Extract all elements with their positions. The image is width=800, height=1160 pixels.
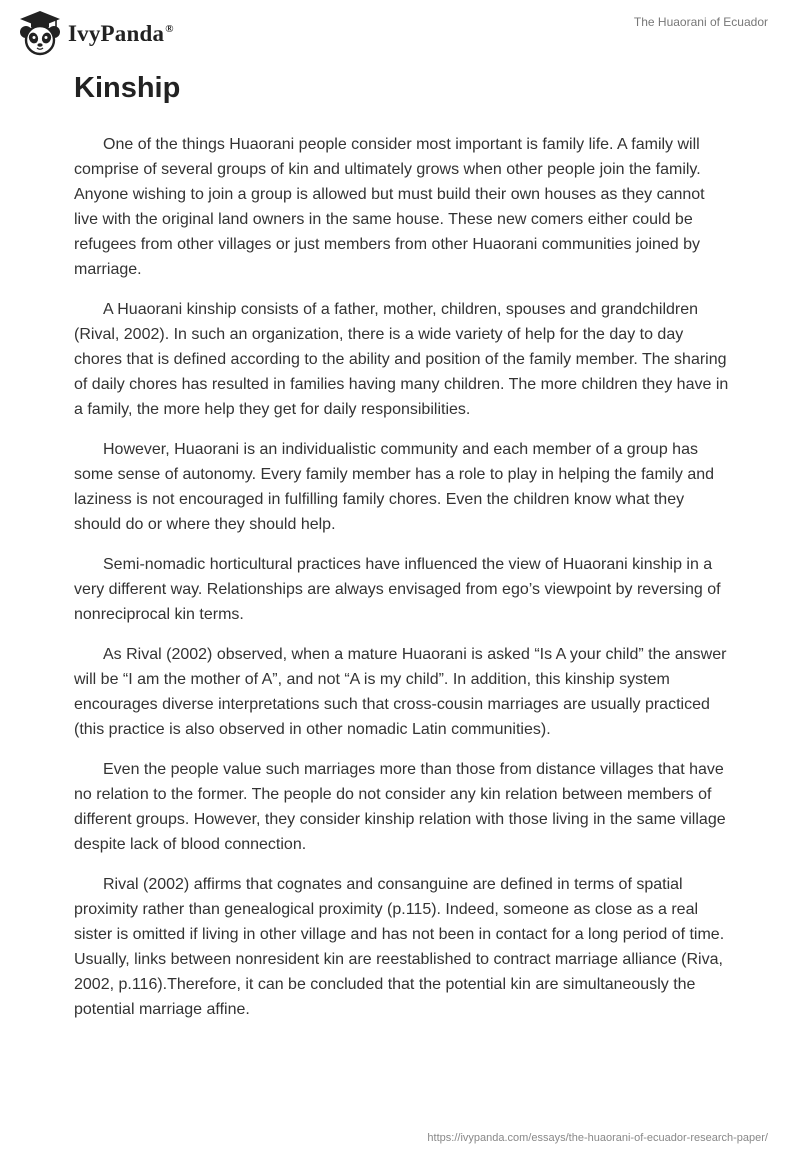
paragraph: As Rival (2002) observed, when a mature Huaorani is asked “Is A your child” the answer will be “I am the mother of A”, and not “A is my child”. In addition, this kinship system encourages diverse interpretations such that cross-cousin marriages are usually practiced (this practice is also observed in other nomadic Latin communities). [74, 646, 727, 738]
document-title: The Huaorani of Ecuador [633, 15, 768, 29]
paragraph: Even the people value such marriages more than those from distance villages that have no relation to the former. The people do not consider any kin relation between members of different groups. However, they consider kinship relation with those living in the same village despite lack of blood connection. [74, 761, 726, 853]
logo-wordmark: IvyPanda® [68, 21, 174, 46]
paragraph: However, Huaorani is an individualistic community and each member of a group has some sense of autonomy. Every family member has a role to play in helping the family and laziness is not encouraged in fulfilling family chores. Even the children know what they should do or where they should help. [74, 441, 715, 533]
essay-body [74, 132, 730, 1037]
section-heading: Kinship [74, 72, 181, 104]
ivypanda-logo[interactable] [16, 8, 174, 56]
source-url-link[interactable]: https://ivypanda.com/essays/the-huaorani-of-ecuador-research-paper/ [427, 1132, 768, 1144]
registered-mark: ® [165, 23, 174, 36]
paragraph: A Huaorani kinship consists of a father, mother, children, spouses and grandchildren (Rival, 2002). In such an organization, there is a wide variety of help for the day to day chores that is defined according to the ability and position of the family member. The sharing of daily chores has resulted in families having many children. The more children they have in a family, the more help they get for daily responsibilities. [74, 301, 729, 418]
paragraph: Semi-nomadic horticultural practices have influenced the view of Huaorani kinship in a very different way. Relationships are always envisaged from ego’s viewpoint by reversing of nonreciprocal kin terms. [74, 556, 721, 623]
paragraph: Rival (2002) affirms that cognates and consanguine are defined in terms of spatial proximity rather than genealogical proximity (p.115). Indeed, someone as close as a real sister is omitted if living in other village and has not been in contact for a long period of time. Usually, links between nonresident kin are reestablished to contract marriage alliance (Riva, 2002, p.116).Therefore, it can be concluded that the potential kin are simultaneously the potential marriage affine. [74, 876, 725, 1018]
page-header [0, 0, 800, 64]
panda-graduate-icon [16, 8, 64, 56]
paragraph: One of the things Huaorani people consider most important is family life. A family will comprise of several groups of kin and ultimately grows when other people join the family. Anyone wishing to join a group is allowed but must build their own houses as they cannot live with the original land owners in the same house. These new comers either could be refugees from other villages or just members from other Huaorani communities joined by marriage. [74, 136, 705, 278]
